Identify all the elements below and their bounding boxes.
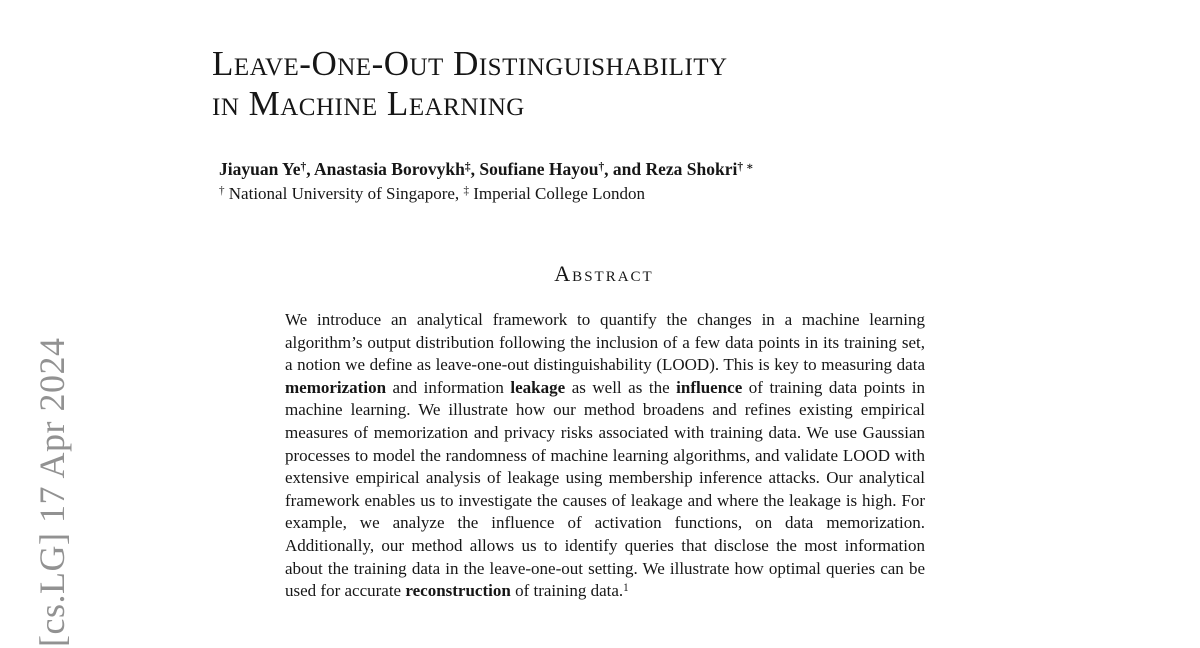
paper-title: [212, 44, 728, 124]
paper-title-line2: in Machine Learning: [212, 84, 525, 123]
paper-title-line1: Leave-One-Out Distinguishability: [212, 44, 728, 83]
abstract-body: We introduce an analytical framework to quantify the changes in a machine learning algorithm’s output distribution following the inclusion of a few data points in its training set, a notion we define as leave-one-out distinguishability (LOOD). This is key to measuring data memorization and information leakage as well as the influence of training data points in machine learning. We illustrate how our method broadens and refines existing empirical measures of memorization and privacy risks associated with training data. We use Gaussian processes to model the randomness of machine learning algorithms, and validate LOOD with extensive empirical analysis of leakage using membership inference attacks. Our analytical framework enables us to investigate the causes of leakage and where the leakage is high. For example, we analyze the influence of activation functions, on data memorization. Additionally, our method allows us to identify queries that disclose the most information about the training data in the leave-one-out setting. We illustrate how optimal queries can be used for accurate reconstruction of training data.$^1$: [285, 310, 926, 601]
arxiv-watermark: [cs.LG] 17 Apr 2024: [32, 337, 72, 647]
affiliation-line: † National University of Singapore, ‡ Imperial College London: [219, 184, 646, 203]
abstract-heading: Abstract: [554, 261, 654, 286]
author-line: Jiayuan Ye†, Anastasia Borovykh‡, Soufiane Hayou†, and Reza Shokri† ∗: [219, 159, 754, 179]
